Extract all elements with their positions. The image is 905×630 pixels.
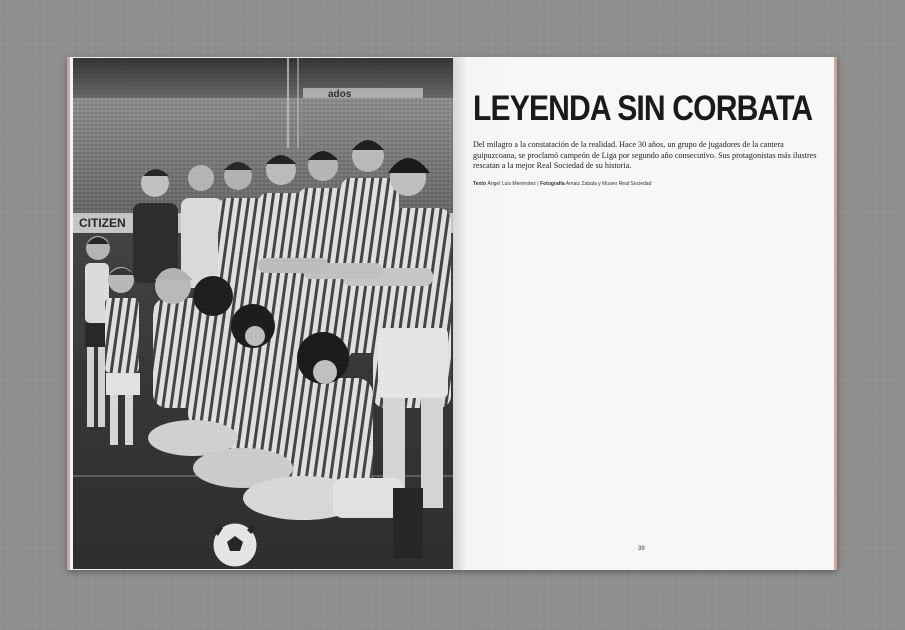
credits-photo-label: Fotografía xyxy=(540,181,565,187)
credits-text-author: Ángel Luis Menéndez xyxy=(487,181,536,187)
page-number: 39 xyxy=(638,546,645,552)
stadium-banner-top: ados xyxy=(328,89,352,100)
credits-separator: | xyxy=(537,181,539,187)
left-page xyxy=(67,57,453,570)
credits-text-label: Texto xyxy=(473,181,487,187)
credits-photo-author: Arnaiz Zabala y Museo Real Sociedad xyxy=(565,181,652,187)
stadium-banner-left: CITIZEN xyxy=(79,216,126,230)
magazine-spread xyxy=(67,57,837,570)
article-credits xyxy=(473,181,784,187)
right-page xyxy=(453,57,837,570)
team-photo xyxy=(73,58,455,569)
article-title: LEYENDA SIN CORBATA xyxy=(473,89,813,128)
article-lead: Del milagro a la constatación de la realidad. Hace 30 años, un grupo de jugadores de la cantera guipuzcoana, se proclamó campeón de Liga por segundo año consecutivo. Sus protagonistas más ilustres rescatan a la mejor Real Sociedad de su historia. xyxy=(473,140,817,170)
